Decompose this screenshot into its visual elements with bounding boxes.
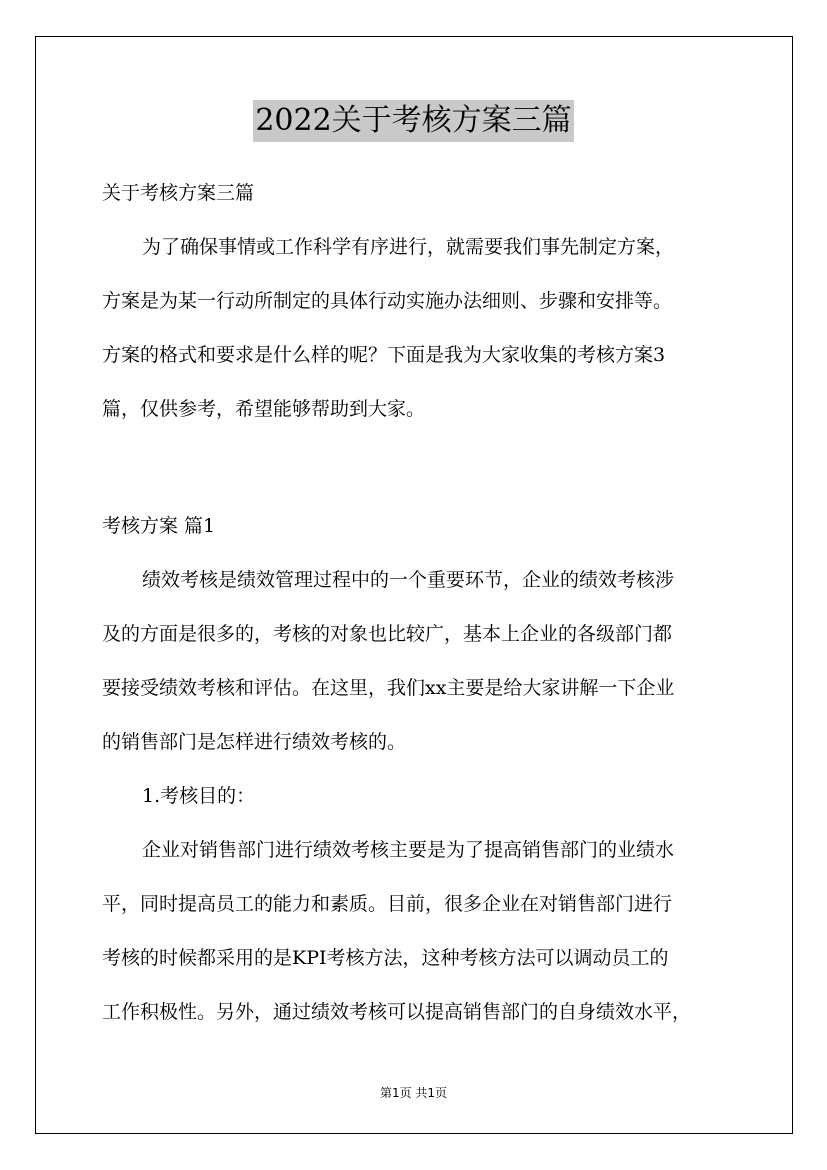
section1-para2-line: 平，同时提高员工的能力和素质。目前，很多企业在对销售部门进行 <box>102 893 673 915</box>
paragraph-gap <box>102 444 728 507</box>
section1-para1-line: 及的方面是很多的，考核的对象也比较广，基本上企业的各级部门都 <box>102 623 673 645</box>
intro-line: 篇，仅供参考，希望能够帮助到大家。 <box>102 398 426 420</box>
section1-para1-line: 绩效考核是绩效管理过程中的一个重要环节，企业的绩效考核涉 <box>142 569 675 591</box>
point1-heading: 1.考核目的： <box>142 785 256 807</box>
section1-para2-line: 企业对销售部门进行绩效考核主要是为了提高销售部门的业绩水 <box>142 839 675 861</box>
document-body <box>102 174 728 1047</box>
document-title: 2022关于考核方案三篇 <box>253 100 573 142</box>
section1-para1-line: 要接受绩效考核和评估。在这里，我们xx主要是给大家讲解一下企业 <box>102 677 675 699</box>
section1-heading: 考核方案 篇1 <box>102 515 216 537</box>
intro-line: 方案是为某一行动所制定的具体行动实施办法细则、步骤和安排等。 <box>102 290 673 312</box>
intro-heading: 关于考核方案三篇 <box>102 182 255 204</box>
section1-para2-line: 考核的时候都采用的是KPI考核方法，这种考核方法可以调动员工的 <box>102 947 669 969</box>
title-container <box>0 100 827 142</box>
section1-para2-line: 工作积极性。另外，通过绩效考核可以提高销售部门的自身绩效水平， <box>102 1001 692 1023</box>
intro-line: 为了确保事情或工作科学有序进行，就需要我们事先制定方案， <box>142 236 675 258</box>
intro-line: 方案的格式和要求是什么样的呢？下面是我为大家收集的考核方案3 <box>102 344 666 366</box>
section1-para1-line: 的销售部门是怎样进行绩效考核的。 <box>102 731 407 753</box>
page-footer: 第1页 共1页 <box>379 1086 448 1100</box>
